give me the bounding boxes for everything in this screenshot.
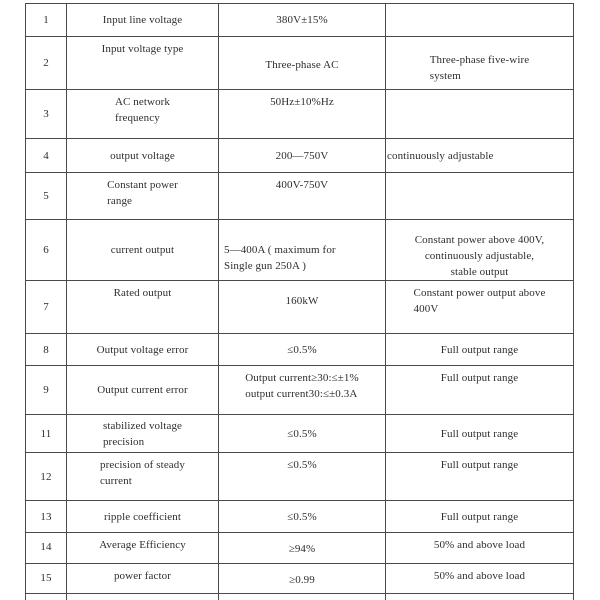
row-number-cell (26, 139, 66, 172)
row-number: 2 (43, 57, 49, 69)
note-cell (385, 564, 573, 593)
row-number-cell (26, 37, 66, 89)
note-cell (385, 594, 573, 600)
row-number: 14 (40, 541, 52, 553)
note-cell (385, 453, 573, 500)
value-line: 5—400A ( maximum for (224, 244, 336, 256)
value-line: Output current≥30:≤±1% (245, 372, 359, 384)
value-cell (218, 564, 385, 593)
parameter-cell (66, 334, 218, 365)
row-number: 9 (43, 384, 49, 396)
value-cell (218, 90, 385, 138)
param-line: ripple coefficient (103, 510, 182, 523)
note-cell (385, 173, 573, 219)
row-number-cell (26, 453, 66, 500)
table-row (26, 366, 573, 415)
table-row (26, 139, 573, 173)
table-row (26, 4, 573, 37)
param-line: precision (102, 435, 145, 448)
value-line: ≤0.5% (287, 427, 317, 440)
note-line: stable output (450, 266, 509, 278)
value-line: 380V±15% (276, 14, 328, 26)
row-number-cell (26, 415, 66, 452)
table-row (26, 90, 573, 139)
note-line: Full output range (440, 372, 519, 384)
note-line: continuously adjustable (387, 149, 494, 162)
param-line: Output voltage error (96, 343, 189, 356)
note-line: 50% and above load (433, 539, 526, 551)
note-line: Three-phase five-wire (429, 54, 530, 66)
note-cell (385, 90, 573, 138)
note-line: Full output range (440, 459, 519, 471)
note-line: Constant power above 400V, (414, 234, 545, 246)
value-line: ≤0.5% (287, 343, 317, 356)
row-number-cell (26, 281, 66, 333)
value-line: ≥0.99 (289, 574, 315, 586)
value-cell (218, 366, 385, 414)
parameter-cell (66, 366, 218, 414)
value-line: 400V-750V (275, 179, 329, 191)
row-number-cell (26, 533, 66, 563)
table-row (26, 173, 573, 220)
table-row (26, 533, 573, 564)
note-cell (385, 281, 573, 333)
row-number-cell (26, 501, 66, 532)
value-cell (218, 281, 385, 333)
note-line: Full output range (440, 427, 519, 440)
table-row (26, 594, 573, 600)
value-cell (218, 533, 385, 563)
parameter-cell (66, 501, 218, 532)
value-line: ≤0.5% (287, 459, 317, 471)
param-line: output voltage (110, 149, 175, 162)
note-cell (385, 501, 573, 532)
param-line: frequency (114, 112, 160, 124)
value-cell (218, 501, 385, 532)
row-number: 11 (40, 427, 52, 440)
row-number-cell (26, 173, 66, 219)
parameter-cell (66, 594, 218, 600)
row-number: 6 (43, 244, 49, 256)
param-line: Average Efficiency (99, 539, 186, 551)
row-number: 5 (43, 190, 49, 202)
value-line: Single gun 250A ) (224, 260, 307, 272)
parameter-cell (66, 220, 218, 280)
parameter-cell (66, 4, 218, 36)
table-row (26, 281, 573, 334)
row-number-cell (26, 366, 66, 414)
row-number-cell (26, 334, 66, 365)
value-line: Three-phase AC (265, 59, 339, 71)
value-line: ≥94% (288, 543, 316, 555)
param-line: stabilized voltage (102, 419, 183, 432)
param-line: power factor (113, 570, 172, 582)
note-line: continuously adjustable, (424, 250, 535, 262)
value-cell (218, 415, 385, 452)
param-line: Input line voltage (102, 14, 183, 26)
note-cell (385, 533, 573, 563)
table-row (26, 501, 573, 533)
value-cell (218, 453, 385, 500)
parameter-cell (66, 281, 218, 333)
row-number-cell (26, 564, 66, 593)
table-row (26, 334, 573, 366)
param-line: range (107, 195, 133, 207)
parameter-cell (66, 415, 218, 452)
row-number-cell (26, 90, 66, 138)
note-cell (385, 37, 573, 89)
note-line: Constant power output above (413, 287, 546, 299)
parameter-cell (66, 564, 218, 593)
note-cell (385, 366, 573, 414)
value-cell (218, 37, 385, 89)
note-line: 50% and above load (433, 570, 526, 582)
parameter-cell (66, 90, 218, 138)
note-cell (385, 415, 573, 452)
value-line: 50Hz±10%Hz (270, 96, 334, 108)
param-line: Input voltage type (101, 43, 184, 55)
value-line: 160kW (285, 295, 319, 307)
parameter-cell (66, 453, 218, 500)
value-cell (218, 4, 385, 36)
row-number-cell (26, 220, 66, 280)
note-line: Full output range (440, 510, 519, 523)
value-line: 200—750V (275, 149, 329, 162)
param-line: Output current error (97, 384, 188, 396)
note-cell (385, 139, 573, 172)
note-line: Full output range (440, 343, 519, 356)
value-cell (218, 220, 385, 280)
value-line: ≤0.5% (287, 510, 317, 523)
parameter-cell (66, 533, 218, 563)
param-line: Rated output (113, 287, 172, 299)
row-number: 7 (43, 301, 49, 313)
row-number: 3 (43, 108, 49, 120)
row-number: 13 (40, 510, 52, 523)
row-number: 4 (43, 149, 49, 162)
parameter-cell (66, 139, 218, 172)
note-cell (385, 334, 573, 365)
parameter-cell (66, 173, 218, 219)
table-row (26, 37, 573, 90)
note-line: system (429, 70, 461, 82)
param-line: AC network (114, 96, 171, 108)
note-line: 400V (413, 303, 439, 315)
param-line: precision of steady (100, 459, 185, 471)
value-cell (218, 334, 385, 365)
param-line: current (100, 475, 132, 487)
param-line: Constant power (107, 179, 178, 191)
table-row (26, 453, 573, 501)
value-line: output current30:≤±0.3A (245, 388, 358, 400)
row-number: 1 (43, 14, 49, 26)
value-cell (218, 173, 385, 219)
row-number: 15 (40, 572, 52, 584)
table-row (26, 415, 573, 453)
row-number-cell (26, 4, 66, 36)
table-row (26, 564, 573, 594)
param-line: current output (110, 244, 175, 256)
row-number: 8 (43, 343, 49, 356)
note-cell (385, 220, 573, 280)
row-number: 12 (40, 470, 52, 483)
value-cell (218, 139, 385, 172)
spec-table (25, 3, 574, 600)
note-cell (385, 4, 573, 36)
value-cell (218, 594, 385, 600)
parameter-cell (66, 37, 218, 89)
row-number-cell (26, 594, 66, 600)
table-row (26, 220, 573, 281)
